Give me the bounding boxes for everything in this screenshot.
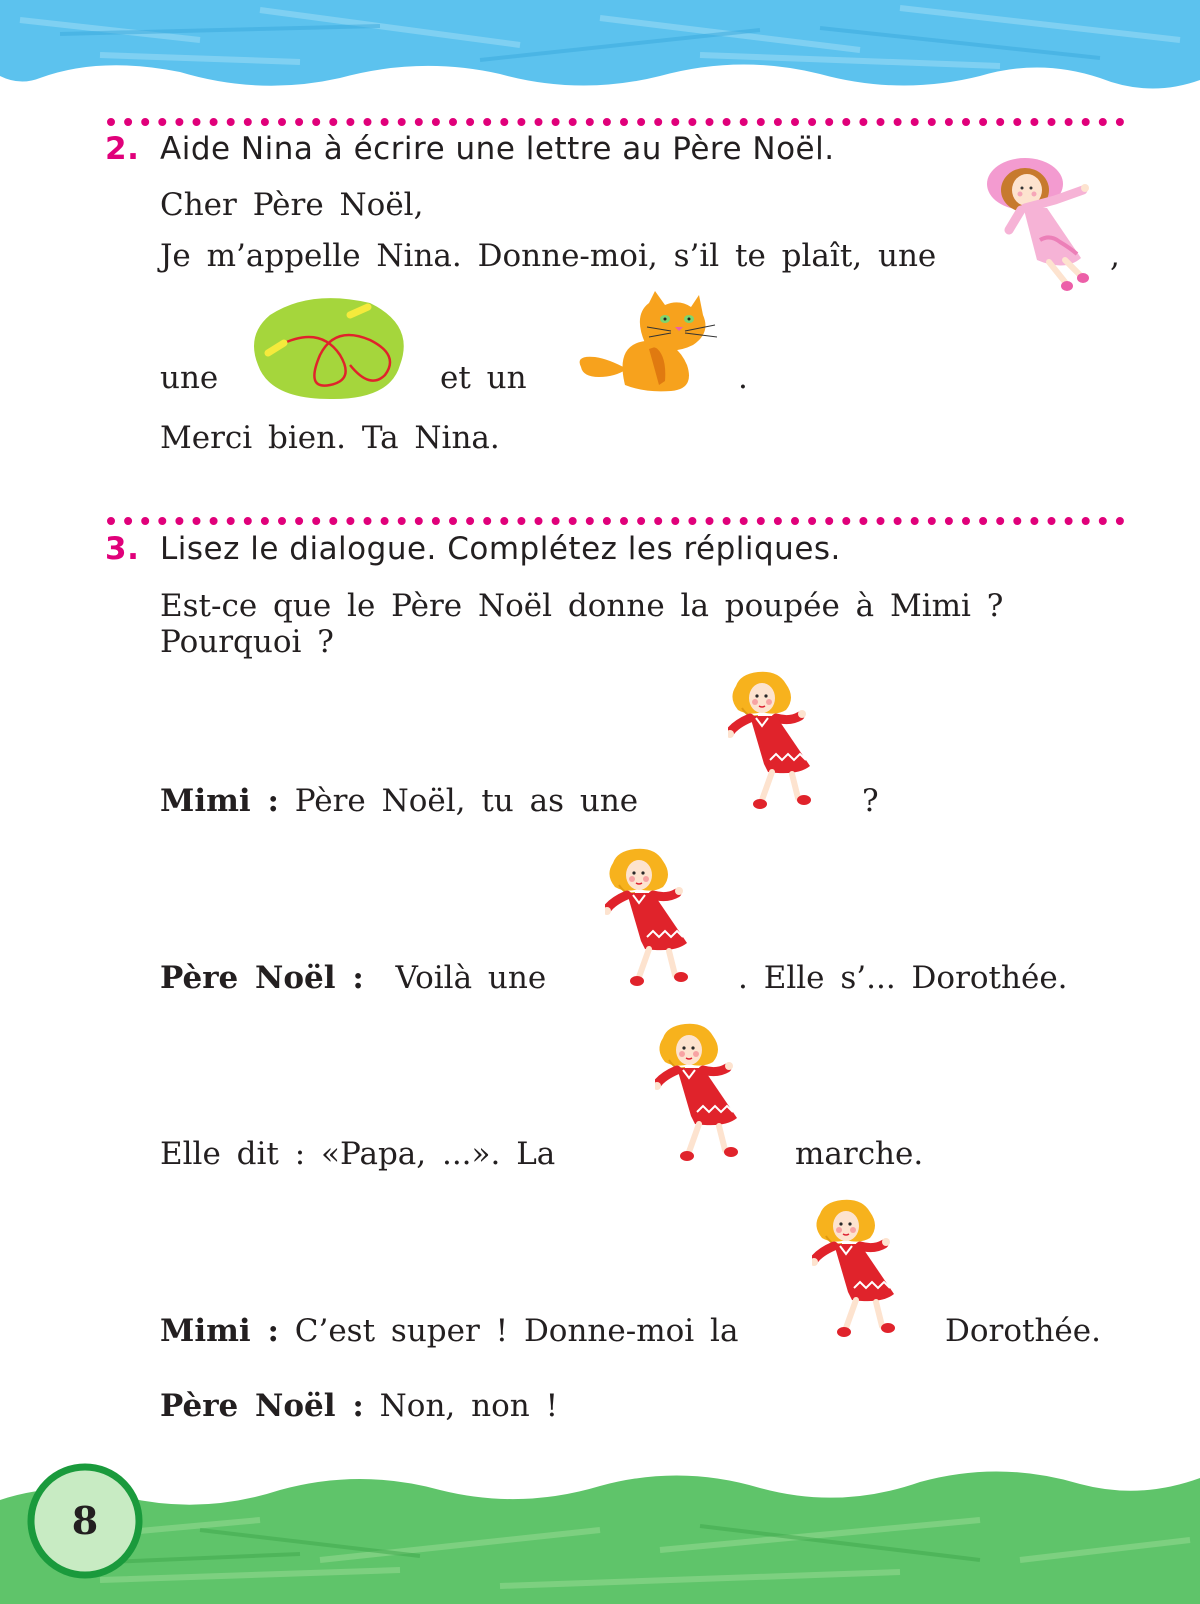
speaker-label: Père Noël :	[160, 1388, 364, 1424]
dialogue-text: Elle dit : «Papa, ...». La	[160, 1136, 556, 1172]
speaker-label: Mimi :	[160, 783, 279, 819]
dialogue-text: C’est super ! Donne-moi la	[294, 1313, 739, 1349]
speaker-label: Père Noël :	[160, 960, 364, 996]
letter-line-2-start: une	[160, 360, 219, 396]
dotted-divider	[105, 515, 1125, 527]
speaker-label: Mimi :	[160, 1313, 279, 1349]
sky-band	[0, 0, 1200, 110]
page-number: 8	[71, 1498, 99, 1543]
exercise-3-heading	[105, 531, 841, 567]
red-doll-picture	[605, 845, 700, 990]
letter-line-1	[160, 238, 936, 274]
exercise-2-heading	[105, 131, 835, 167]
dialogue-line-5	[160, 1388, 558, 1424]
dialogue-text: Père Noël, tu as une	[294, 783, 639, 819]
punctuation: ?	[862, 783, 879, 819]
dialogue-text: Voilà une	[395, 960, 547, 996]
exercise-number: 2.	[105, 131, 140, 167]
punctuation: ,	[1110, 238, 1120, 274]
grass-band	[0, 1460, 1200, 1604]
exercise-instruction: Aide Nina à écrire une lettre au Père Noël.	[160, 131, 835, 167]
dialogue-line-3	[160, 1136, 555, 1172]
dialogue-text-end: marche.	[795, 1136, 924, 1172]
pink-doll-picture	[985, 150, 1100, 295]
letter-text: Je m’appelle Nina. Donne-moi, s’il te plaît, une	[160, 238, 937, 274]
letter-closing: Merci bien. Ta Nina.	[160, 420, 500, 456]
exercise-number: 3.	[105, 531, 140, 567]
punctuation: .	[738, 360, 748, 396]
letter-greeting: Cher Père Noël,	[160, 187, 424, 223]
dialogue-line-4	[160, 1313, 738, 1349]
exercise-instruction: Lisez le dialogue. Complétez les répliques.	[160, 531, 841, 567]
red-doll-picture	[812, 1196, 907, 1341]
dialogue-text-end: Dorothée.	[945, 1313, 1101, 1349]
dialogue-line-2	[160, 960, 546, 996]
red-doll-picture	[728, 668, 823, 813]
dialogue-text: Non, non !	[379, 1388, 559, 1424]
question-line-1: Est-ce que le Père Noël donne la poupée à Mimi ?	[160, 588, 1004, 624]
dialogue-line-1	[160, 783, 638, 819]
cat-picture	[575, 285, 735, 400]
letter-line-2-middle: et un	[440, 360, 527, 396]
dialogue-text-end: . Elle s’... Dorothée.	[738, 960, 1068, 996]
dotted-divider	[105, 116, 1125, 128]
question-line-2: Pourquoi ?	[160, 624, 334, 660]
jump-rope-picture	[250, 295, 410, 405]
red-doll-picture	[655, 1020, 750, 1165]
